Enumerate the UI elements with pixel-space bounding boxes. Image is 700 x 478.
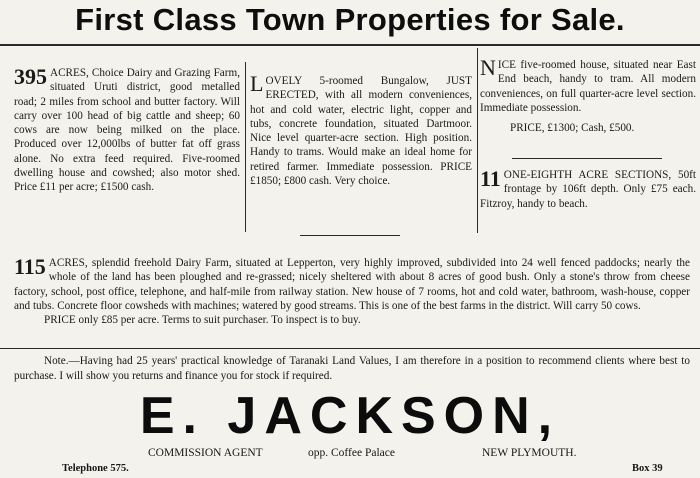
agent-telephone: Telephone 575. xyxy=(62,463,129,474)
section-rule xyxy=(300,235,400,236)
listing-price: PRICE, £1300; Cash, £500. xyxy=(510,122,635,135)
note-paragraph xyxy=(14,354,690,384)
agent-title: COMMISSION AGENT xyxy=(148,447,263,459)
agent-town: NEW PLYMOUTH. xyxy=(482,447,577,459)
drop-cap: L xyxy=(250,74,264,96)
listing-text: ICE five-roomed house, situated near East End beach, handy to tram. All modern conveniences, on full quarter-acre level section. Immediate possession. xyxy=(480,59,696,114)
listing-bungalow xyxy=(250,74,472,224)
listing-lepperton-farm-115 xyxy=(14,256,690,342)
section-rule xyxy=(0,348,700,349)
listing-dairy-farm-395 xyxy=(14,66,240,226)
drop-cap: N xyxy=(480,58,496,80)
agent-name: E. JACKSON, xyxy=(139,387,561,445)
agent-box: Box 39 xyxy=(632,463,663,474)
listing-text: ONE-EIGHTH ACRE SECTIONS, 50ft frontage by 106ft depth. Only £75 each. Fitzroy, handy to beach. xyxy=(480,169,696,210)
note-text: Note.—Having had 25 years' practical knowledge of Taranaki Land Values, I am therefore in a position to recommend clients where best to purchase. I will show you returns and finance you for stock if required. xyxy=(14,355,690,382)
listing-text: ACRES, Choice Dairy and Grazing Farm, situated Uruti district, good metalled road; 2 miles from school and butter factory. Will carry over 100 head of big cattle and sheep; 60 cows are now being milked on the place. Produced over 12,000lbs of butter fat off grass alone. No extra feed required. Five-roomed dwelling house and cowshed; also motor shed. Price £11 per acre; £1500 cash. xyxy=(14,67,240,194)
headline: First Class Town Properties for Sale. xyxy=(75,2,625,37)
column-divider xyxy=(245,62,246,232)
listing-fitzroy-sections xyxy=(480,168,696,230)
top-rule xyxy=(0,44,700,46)
listing-price: PRICE only £85 per acre. Terms to suit purchaser. To inspect is to buy. xyxy=(44,314,361,327)
listing-text: ACRES, splendid freehold Dairy Farm, situated at Lepperton, very highly improved, subdivided into 24 well fenced paddocks; nearly the whole of the land has been ploughed and re-grassed; nicely sheltered with about 8 acres of good bush. Only a stone's throw from cheese factory, school, post office, telephone, and half-mile from railway station. New house of 7 rooms, hot and cold water, bathroom, wash-house, copper and tubs. Concrete floor cowsheds with machines; watered by good streams. This is one of the best farms in the district. Will carry 50 cows. xyxy=(14,257,690,312)
listing-east-end-house xyxy=(480,58,696,154)
section-rule xyxy=(512,158,662,159)
agent-address: opp. Coffee Palace xyxy=(308,447,395,459)
listing-number: 395 xyxy=(14,66,47,89)
listing-text: OVELY 5-roomed Bungalow, JUST ERECTED, with all modern conveniences, hot and cold water, electric light, copper and tubs, concrete foundation, situated Dartmoor. Nice level quarter-acre section. High position. Handy to trams. Would make an ideal home for retired farmer. Immediate possession. PRICE £1850; £800 cash. Very choice. xyxy=(250,75,472,188)
column-divider xyxy=(477,48,478,233)
listing-number: 11 xyxy=(480,168,501,191)
listing-number: 115 xyxy=(14,256,46,279)
